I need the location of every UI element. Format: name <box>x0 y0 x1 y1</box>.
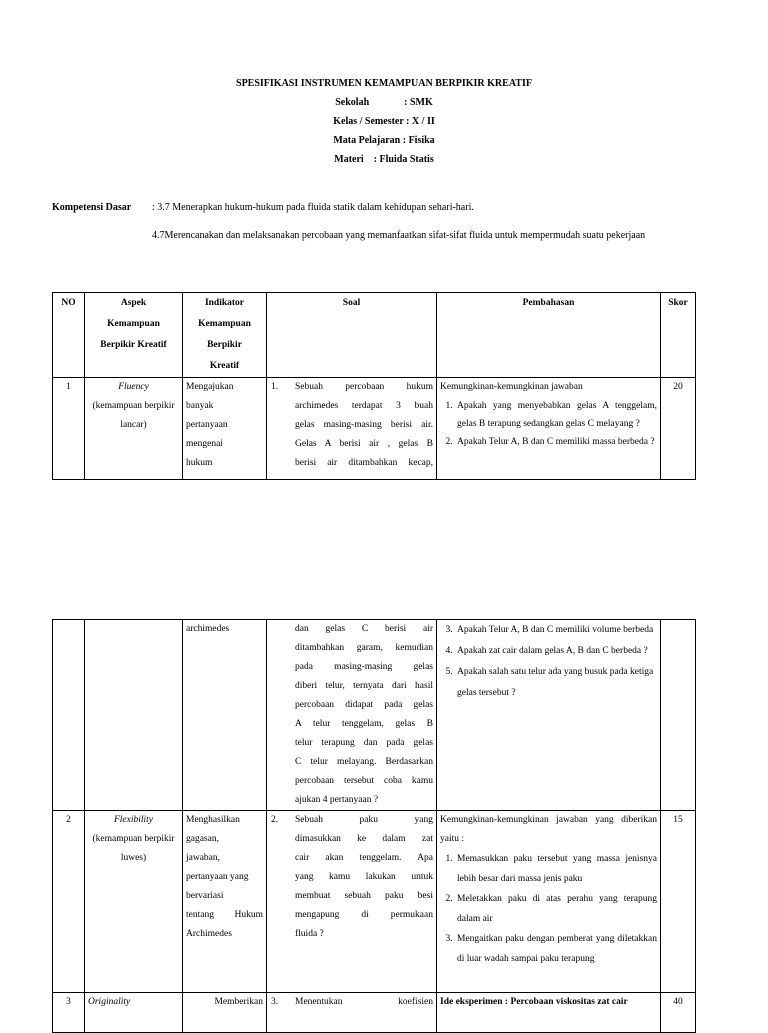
table-header-row <box>53 293 696 378</box>
row2-score: 15 <box>661 811 696 993</box>
list-item: 4. Apakah zat cair dalam gelas A, B dan C berbeda ? <box>455 641 657 662</box>
school-line: Sekolah : SMK <box>335 97 433 108</box>
row1-question: 1. Sebuah percobaan hukum archimedes terdapat 3 buah gelas masing-masing berisi air. Gelas A berisi air , gelas B berisi air ditambahkan kecap, <box>267 378 437 480</box>
competency-kd-2: 4.7Merencanakan dan melaksanakan percobaan yang memanfaatkan sifat-sifat fluida untuk mempermudah suatu pekerjaan <box>152 230 646 241</box>
list-item: 1. Apakah yang menyebabkan gelas A tenggelam, gelas B terapung sedangkan gelas C melayang ? <box>455 397 657 433</box>
row2-no: 2 <box>53 811 85 993</box>
spec-table-page1 <box>52 292 696 480</box>
row1-indicator: Mengajukan banyak pertanyaan mengenai hukum <box>183 378 267 480</box>
header-indicator: Indikator Kemampuan Berpikir Kreatif <box>183 293 267 378</box>
header-score: Skor <box>661 293 696 378</box>
material-line: Materi : Fluida Statis <box>334 154 434 165</box>
table-row <box>53 378 696 480</box>
row1-indicator-cont: archimedes <box>183 620 267 811</box>
row2-question: 2. Sebuah paku yang dimasukkan ke dalam zat cair akan tenggelam. Apa yang kamu lakukan untuk membuat sebuah paku besi mengapung di permukaan fluida ? <box>267 811 437 993</box>
header-aspect: Aspek Kemampuan Berpikir Kreatif <box>85 293 183 378</box>
row1-discussion-cont <box>437 620 661 811</box>
class-semester-line: Kelas / Semester : X / II <box>333 116 435 127</box>
row2-discussion: Kemungkinan-kemungkinan jawaban yang diberikan yaitu : 1. Memasukkan paku tersebut yang massa jenisnya lebih besar dari massa jenis paku 2. Meletakkan paku di atas perahu yang terapung dalam air 3. Mengaitkan paku dengan pemberat yang diletakkan di luar wadah sampai paku terapung <box>437 811 661 993</box>
header-discussion: Pembahasan <box>437 293 661 378</box>
document-title: SPESIFIKASI INSTRUMEN KEMAMPUAN BERPIKIR KREATIF <box>236 78 532 89</box>
row1-question-cont: dan gelas C berisi air ditambahkan garam, kemudian pada masing-masing gelas diberi telur, ternyata dari hasil percobaan didapat pada gelas A telur tenggelam, gelas B telur terapung dan pada gelas C telur melayang. Berdasarkan percobaan tersebut coba kamu ajukan 4 pertanyaan ? <box>267 620 437 811</box>
row3-aspect: Originality <box>85 993 183 1033</box>
row3-question: 3. Menentukan koefisien <box>267 993 437 1033</box>
row3-discussion: Ide eksperimen : Percobaan viskositas zat cair <box>437 993 661 1033</box>
competency-label: Kompetensi Dasar <box>52 202 132 213</box>
list-item: 5. Apakah salah satu telur ada yang busuk pada ketiga gelas tersebut ? <box>455 662 657 704</box>
row1-discussion: Kemungkinan-kemungkinan jawaban 1. Apakah yang menyebabkan gelas A tenggelam, gelas B terapung sedangkan gelas C melayang ? 2. Apakah Telur A, B dan C memiliki massa berbeda ? <box>437 378 661 480</box>
row1-score: 20 <box>661 378 696 480</box>
row1-no: 1 <box>53 378 85 480</box>
row2-indicator: Menghasilkan gagasan, jawaban, pertanyaan yang bervariasi tentang Hukum Archimedes <box>183 811 267 993</box>
row1-aspect: Fluency (kemampuan berpikir lancar) <box>85 378 183 480</box>
row2-aspect: Flexibility (kemampuan berpikir luwes) <box>85 811 183 993</box>
list-item: 3. Mengaitkan paku dengan pemberat yang diletakkan di luar wadah sampai paku terapung <box>455 929 657 969</box>
list-item: 3. Apakah Telur A, B dan C memiliki volume berbeda <box>455 620 657 641</box>
subject-line: Mata Pelajaran : Fisika <box>333 135 435 146</box>
row3-indicator: Memberikan <box>183 993 267 1033</box>
header-question: Soal <box>267 293 437 378</box>
list-item: 2. Meletakkan paku di atas perahu yang terapung dalam air <box>455 889 657 929</box>
list-item: 2. Apakah Telur A, B dan C memiliki massa berbeda ? <box>455 433 657 451</box>
competency-kd-1: : 3.7 Menerapkan hukum-hukum pada fluida statik dalam kehidupan sehari-hari. <box>152 202 474 213</box>
row3-no: 3 <box>53 993 85 1033</box>
list-item: 1. Memasukkan paku tersebut yang massa jenisnya lebih besar dari massa jenis paku <box>455 849 657 889</box>
table-row <box>53 620 696 811</box>
spec-table-page2 <box>52 619 696 1033</box>
table-row <box>53 811 696 993</box>
header-no: NO <box>53 293 85 378</box>
row3-score: 40 <box>661 993 696 1033</box>
table-row <box>53 993 696 1033</box>
